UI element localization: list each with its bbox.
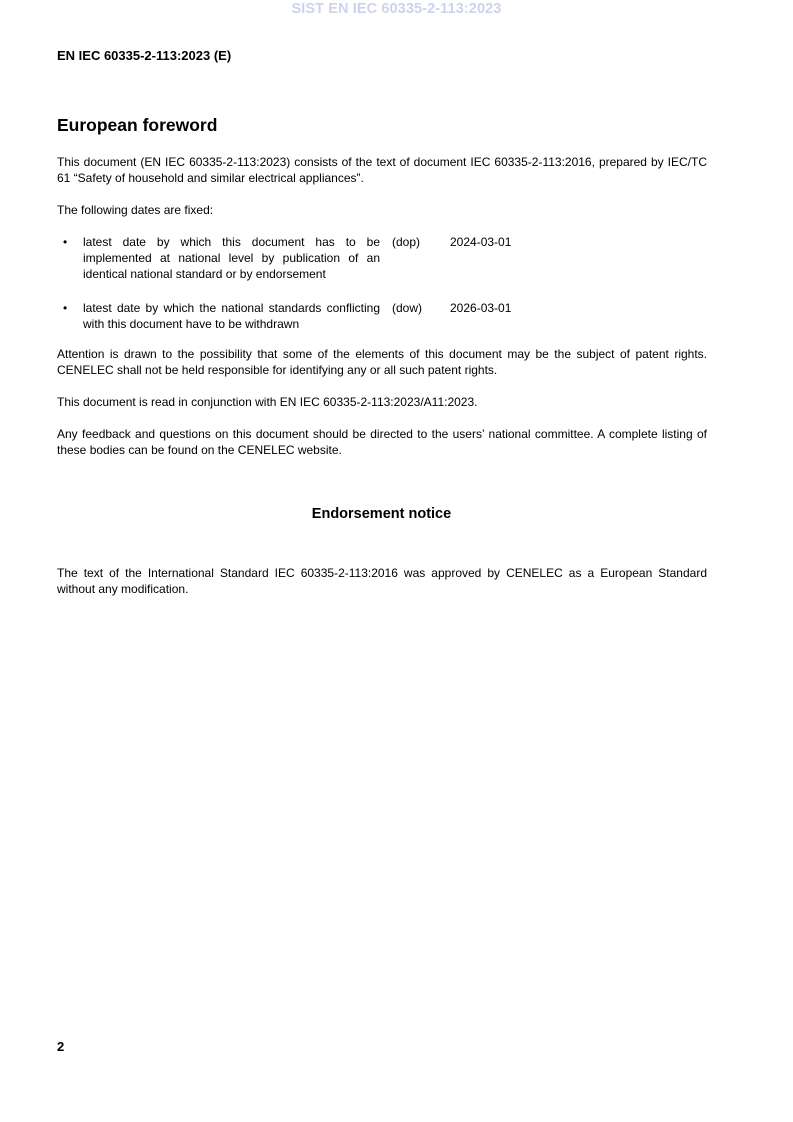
date-description: latest date by which the national standards conflicting with this document have to be withdrawn [83, 301, 380, 331]
date-abbreviation: (dop) [392, 235, 421, 249]
date-value: 2024-03-01 [450, 235, 512, 249]
feedback-note: Any feedback and questions on this document should be directed to the users’ national committee. A complete listing of these bodies can be found on the CENELEC website. [57, 427, 707, 457]
endorsement-text: The text of the International Standard IEC 60335-2-113:2016 was approved by CENELEC as a European Standard without any modification. [57, 566, 707, 596]
date-row-dop [57, 234, 707, 282]
date-row-dow [57, 300, 707, 332]
page-number: 2 [57, 1039, 65, 1054]
document-header: EN IEC 60335-2-113:2023 (E) [57, 48, 232, 63]
dates-list [57, 234, 707, 332]
foreword-intro: This document (EN IEC 60335-2-113:2023) consists of the text of document IEC 60335-2-113:2016, prepared by IEC/TC 61 “Safety of household and similar electrical appliances”. [57, 155, 707, 185]
conjunction-note: This document is read in conjunction with EN IEC 60335-2-113:2023/A11:2023. [57, 395, 478, 409]
endorsement-title: Endorsement notice [311, 506, 452, 522]
dates-intro: The following dates are fixed: [57, 203, 214, 217]
date-abbreviation: (dow) [392, 301, 423, 315]
foreword-title: European foreword [57, 115, 218, 135]
patent-notice: Attention is drawn to the possibility that some of the elements of this document may be the subject of patent rights. CENELEC shall not be held responsible for identifying any or all such patent rights. [57, 347, 707, 377]
date-value: 2026-03-01 [450, 301, 512, 315]
date-description: latest date by which this document has to be implemented at national level by publication of an identical national standard or by endorsement [83, 235, 380, 281]
foreword-section [57, 113, 707, 474]
bullet-icon: • [63, 235, 68, 249]
watermark: SIST EN IEC 60335-2-113:2023 [291, 1, 502, 17]
bullet-icon: • [63, 301, 68, 315]
